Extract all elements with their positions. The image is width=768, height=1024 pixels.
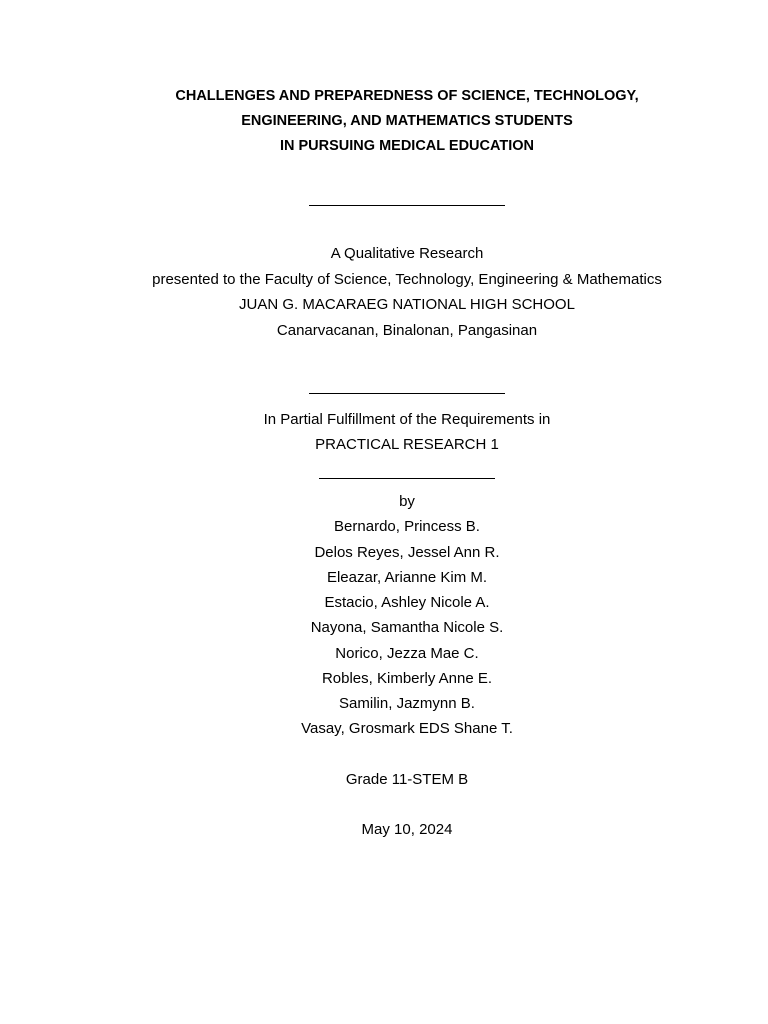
title-line-3: IN PURSUING MEDICAL EDUCATION [279,138,535,154]
submission-date: May 10, 2024 [361,821,453,838]
by-label: by [399,493,415,510]
author-name: Nayona, Samantha Nicole S. [310,619,504,636]
title-line-1: CHALLENGES AND PREPAREDNESS OF SCIENCE, TECHNOLOGY, [175,88,639,104]
course-name: PRACTICAL RESEARCH 1 [315,436,499,453]
school-address: Canarvacanan, Binalonan, Pangasinan [276,322,538,339]
school-name: JUAN G. MACARAEG NATIONAL HIGH SCHOOL [239,296,575,313]
author-name: Vasay, Grosmark EDS Shane T. [301,720,513,737]
divider-rule [309,393,505,394]
author-name: Estacio, Ashley Nicole A. [324,594,490,611]
divider-rule [319,478,495,479]
title-line-2: ENGINEERING, AND MATHEMATICS STUDENTS [241,113,573,129]
author-name: Samilin, Jazmynn B. [339,695,475,712]
author-name: Robles, Kimberly Anne E. [321,670,493,687]
author-name: Norico, Jezza Mae C. [335,645,479,662]
grade-section: Grade 11-STEM B [345,771,469,788]
author-name: Delos Reyes, Jessel Ann R. [314,544,500,561]
author-name: Eleazar, Arianne Kim M. [326,569,488,586]
fulfillment-statement: In Partial Fulfillment of the Requirements in [263,411,551,428]
author-name: Bernardo, Princess B. [334,518,480,535]
research-type: A Qualitative Research [330,245,484,262]
presented-to: presented to the Faculty of Science, Technology, Engineering & Mathematics [152,271,662,288]
divider-rule [309,205,505,206]
